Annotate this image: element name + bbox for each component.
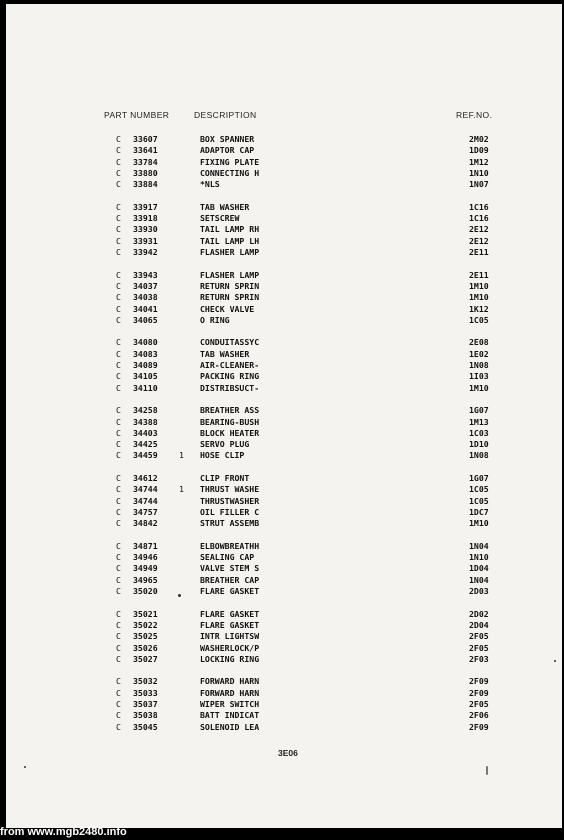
scan-speck [554,660,556,662]
part-number: 35021 [133,608,158,619]
part-number: 35038 [133,710,158,721]
part-prefix: C [116,495,121,506]
table-row [6,552,562,563]
part-number: 35045 [133,721,158,732]
table-row [6,496,562,507]
part-prefix: C [116,563,121,574]
part-description: LOCKING RING [200,653,260,664]
part-quantity: 1 [179,450,184,461]
part-ref-no: 2E12 [469,224,489,235]
part-prefix: C [116,167,121,178]
part-ref-no: 1M10 [469,518,489,529]
part-ref-no: 1N10 [469,552,489,563]
part-prefix: C [116,687,121,698]
part-ref-no: 2F06 [469,710,489,721]
table-row [6,620,562,631]
table-row [6,349,562,360]
part-prefix: C [116,371,121,382]
part-prefix: C [116,348,121,359]
table-row [6,247,562,258]
source-watermark: from www.mgb2480.info [0,826,127,838]
part-prefix: C [116,473,121,483]
part-prefix: C [116,710,121,721]
part-prefix: C [116,699,121,709]
part-description: BOX SPANNER [200,134,255,144]
table-row [6,405,562,416]
table-row [6,507,562,518]
scan-speck [178,594,181,597]
part-ref-no: 1M13 [469,416,489,427]
part-number: 34083 [133,348,158,359]
part-description: FIXING PLATE [200,156,260,167]
part-ref-no: 1N07 [469,179,489,190]
scan-speck [24,766,26,768]
part-description: STRUT ASSEMB [200,518,260,529]
part-prefix: C [116,574,121,585]
part-ref-no: 1C16 [469,213,489,224]
part-number: 34258 [133,405,158,416]
part-number: 34744 [133,484,158,495]
part-description: ELBOWBREATHH [200,540,260,551]
part-description: SEALING CAP [200,552,255,563]
part-description: TAIL LAMP LH [200,235,260,246]
part-ref-no: 1D10 [469,439,489,450]
part-number: 33784 [133,156,158,167]
part-number: 35025 [133,631,158,642]
part-ref-no: 1K12 [469,303,489,314]
table-row [6,270,562,281]
part-description: FORWARD HARN [200,687,260,698]
part-description: FORWARD HARN [200,676,260,687]
part-number: 34965 [133,574,158,585]
part-number: 33880 [133,167,158,178]
part-prefix: C [116,642,121,653]
part-number: 33943 [133,269,158,280]
part-prefix: C [116,631,121,642]
part-number: 34871 [133,540,158,551]
part-ref-no: 2D04 [469,619,489,630]
part-number: 34425 [133,439,158,450]
part-number: 35027 [133,653,158,664]
part-prefix: C [116,552,121,563]
part-ref-no: 2F05 [469,699,489,709]
table-row [6,563,562,574]
table-row [6,304,562,315]
part-number: 33884 [133,179,158,190]
part-number: 34110 [133,382,158,393]
table-row [6,676,562,687]
part-ref-no: 1M10 [469,382,489,393]
table-row [6,224,562,235]
table-row [6,439,562,450]
table-row [6,383,562,394]
table-row [6,654,562,665]
part-ref-no: 2E11 [469,247,489,257]
part-ref-no: 2F05 [469,631,489,642]
part-number: 34612 [133,473,158,483]
table-row [6,518,562,529]
table-row [6,213,562,224]
part-description: FLASHER LAMP [200,247,260,257]
part-prefix: C [116,586,121,596]
part-prefix: C [116,416,121,427]
part-quantity: 1 [179,484,184,495]
part-number: 33942 [133,247,158,257]
part-ref-no: 2F03 [469,653,489,664]
part-description: DISTRIBSUCT- [200,382,260,393]
part-ref-no: 1I03 [469,371,489,382]
part-number: 34403 [133,427,158,438]
part-number: 34842 [133,518,158,529]
part-prefix: C [116,280,121,291]
part-prefix: C [116,405,121,416]
part-number: 34065 [133,314,158,325]
table-row [6,643,562,654]
part-ref-no: 1G07 [469,405,489,416]
header-description: DESCRIPTION [194,110,257,120]
part-number: 34757 [133,506,158,517]
part-ref-no: 1N10 [469,167,489,178]
part-number: 35033 [133,687,158,698]
part-ref-no: 1DC7 [469,506,489,517]
part-ref-no: 2F09 [469,687,489,698]
part-number: 34080 [133,337,158,348]
part-prefix: C [116,303,121,314]
part-prefix: C [116,506,121,517]
part-number: 33641 [133,145,158,156]
table-row [6,586,562,597]
part-ref-no: 1E02 [469,348,489,359]
part-prefix: C [116,224,121,235]
part-description: CLIP FRONT [200,473,250,483]
part-description: *NLS [200,179,220,190]
part-description: SETSCREW [200,213,240,224]
part-number: 34038 [133,292,158,303]
table-row [6,699,562,710]
part-prefix: C [116,676,121,687]
part-prefix: C [116,235,121,246]
part-number: 34744 [133,495,158,506]
part-number: 35026 [133,642,158,653]
part-prefix: C [116,427,121,438]
header-ref-no: REF.NO. [456,110,493,120]
table-row [6,631,562,642]
part-prefix: C [116,653,121,664]
table-row [6,292,562,303]
part-description: TAIL LAMP RH [200,224,260,235]
part-number: 35020 [133,586,158,596]
part-description: HOSE CLIP [200,450,245,461]
part-description: ADAPTOR CAP [200,145,255,156]
part-number: 34388 [133,416,158,427]
table-row [6,541,562,552]
part-prefix: C [116,292,121,303]
part-description: OIL FILLER C [200,506,260,517]
table-row [6,281,562,292]
part-number: 35032 [133,676,158,687]
part-description: TAB WASHER [200,201,250,212]
part-number: 34089 [133,360,158,370]
part-description: BREATHER ASS [200,405,260,416]
part-description: CONNECTING H [200,167,260,178]
page-code: 3E06 [278,748,298,758]
document-page [6,4,562,828]
part-number: 35037 [133,699,158,709]
part-number: 34949 [133,563,158,574]
part-description: WIPER SWITCH [200,699,260,709]
part-number: 33930 [133,224,158,235]
part-number: 33917 [133,201,158,212]
part-description: WASHERLOCK/P [200,642,260,653]
part-description: AIR-CLEANER- [200,360,260,370]
part-ref-no: 1C05 [469,495,489,506]
part-description: O RING [200,314,230,325]
part-description: THRUST WASHE [200,484,260,495]
part-ref-no: 1M10 [469,280,489,291]
part-description: FLARE GASKET [200,608,260,619]
part-prefix: C [116,484,121,495]
part-ref-no: 1C03 [469,427,489,438]
table-row [6,145,562,156]
part-description: THRUSTWASHER [200,495,260,506]
part-ref-no: 2M02 [469,134,489,144]
part-prefix: C [116,439,121,450]
part-prefix: C [116,619,121,630]
part-description: VALVE STEM S [200,563,260,574]
part-ref-no: 1G07 [469,473,489,483]
part-ref-no: 2D03 [469,586,489,596]
part-prefix: C [116,269,121,280]
part-description: BLOCK HEATER [200,427,260,438]
table-row [6,473,562,484]
table-row [6,450,562,461]
part-prefix: C [116,721,121,732]
table-row [6,157,562,168]
table-row [6,360,562,371]
scan-speck [486,766,488,775]
part-ref-no: 2F09 [469,721,489,732]
part-ref-no: 1N04 [469,540,489,551]
part-prefix: C [116,314,121,325]
part-prefix: C [116,450,121,461]
part-description: FLARE GASKET [200,619,260,630]
part-description: FLARE GASKET [200,586,260,596]
part-prefix: C [116,156,121,167]
part-ref-no: 1D09 [469,145,489,156]
table-row [6,575,562,586]
part-number: 34459 [133,450,158,461]
table-row [6,371,562,382]
part-ref-no: 2E12 [469,235,489,246]
part-number: 34946 [133,552,158,563]
part-ref-no: 1N04 [469,574,489,585]
part-description: SOLENOID LEA [200,721,260,732]
part-prefix: C [116,145,121,156]
part-ref-no: 2E08 [469,337,489,348]
table-row [6,315,562,326]
table-row [6,179,562,190]
table-row [6,428,562,439]
part-number: 35022 [133,619,158,630]
part-prefix: C [116,337,121,348]
part-ref-no: 2F09 [469,676,489,687]
part-ref-no: 1C05 [469,314,489,325]
table-row [6,168,562,179]
part-ref-no: 2F05 [469,642,489,653]
part-number: 33931 [133,235,158,246]
part-number: 34041 [133,303,158,314]
part-description: RETURN SPRIN [200,292,260,303]
table-row [6,134,562,145]
part-number: 33607 [133,134,158,144]
part-description: CHECK VALVE [200,303,255,314]
part-description: BATT INDICAT [200,710,260,721]
part-number: 34037 [133,280,158,291]
part-prefix: C [116,201,121,212]
part-prefix: C [116,360,121,370]
part-prefix: C [116,382,121,393]
part-description: CONDUITASSYC [200,337,260,348]
part-prefix: C [116,179,121,190]
table-row [6,722,562,733]
header-part-number: PART NUMBER [104,110,170,120]
part-description: FLASHER LAMP [200,269,260,280]
part-ref-no: 2E11 [469,269,489,280]
table-row [6,484,562,495]
part-number: 33918 [133,213,158,224]
table-row [6,417,562,428]
part-description: INTR LIGHTSW [200,631,260,642]
part-description: TAB WASHER [200,348,250,359]
part-ref-no: 2D02 [469,608,489,619]
part-prefix: C [116,247,121,257]
part-prefix: C [116,608,121,619]
table-row [6,337,562,348]
part-ref-no: 1N08 [469,450,489,461]
part-number: 34105 [133,371,158,382]
part-ref-no: 1C16 [469,201,489,212]
table-row [6,202,562,213]
part-prefix: C [116,518,121,529]
part-ref-no: 1D04 [469,563,489,574]
part-ref-no: 1M10 [469,292,489,303]
part-description: RETURN SPRIN [200,280,260,291]
part-prefix: C [116,134,121,144]
part-description: BEARING-BUSH [200,416,260,427]
part-prefix: C [116,540,121,551]
part-description: SERVO PLUG [200,439,250,450]
table-row [6,236,562,247]
part-ref-no: 1M12 [469,156,489,167]
part-ref-no: 1C05 [469,484,489,495]
part-description: PACKING RING [200,371,260,382]
table-row [6,688,562,699]
table-row [6,609,562,620]
part-description: BREATHER CAP [200,574,260,585]
table-row [6,710,562,721]
part-prefix: C [116,213,121,224]
part-ref-no: 1N08 [469,360,489,370]
